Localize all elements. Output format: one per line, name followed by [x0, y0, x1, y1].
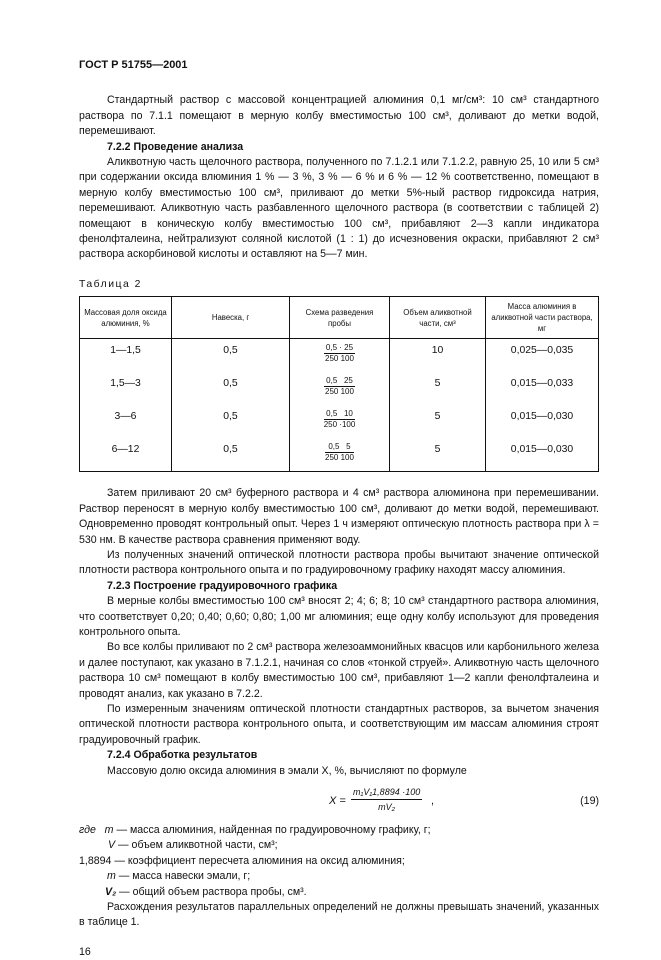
dilution-numerator: 0,5 25 — [326, 376, 353, 386]
cell-range — [80, 438, 172, 472]
formula-numerator: m₁V₁1,8894 ·100 — [351, 785, 422, 800]
cell-volume — [390, 372, 486, 405]
column-header: Навеска, г — [172, 297, 290, 339]
cell-dilution — [290, 372, 390, 405]
definition-symbol: m — [107, 870, 116, 883]
section-heading: 7.2.3 Построение градуировочного графика — [107, 579, 338, 592]
formula-denominator: mV₂ — [378, 802, 396, 812]
cell-al-mass — [486, 339, 599, 373]
formula-fraction — [351, 785, 422, 814]
cell-range-value: 3—6 — [114, 411, 137, 423]
dilution-fraction — [324, 343, 355, 364]
document-header: ГОСТ Р 51755—2001 — [79, 59, 188, 71]
section-heading: 7.2.2 Проведение анализа — [107, 140, 244, 153]
table-caption: Таблица 2 — [79, 278, 142, 290]
column-header: Объем аликвотной части, см³ — [390, 297, 486, 339]
dilution-numerator: 0,5 5 — [325, 442, 354, 453]
section-heading: 7.2.4 Обработка результатов — [107, 749, 258, 762]
cell-volume-value: 5 — [434, 444, 441, 456]
column-header: Масса алюминия в аликвотной части раствора, мг — [486, 297, 599, 339]
cell-al-mass — [486, 438, 599, 472]
table-row — [80, 339, 599, 373]
definition-symbol: V — [108, 839, 116, 852]
cell-al-mass-value: 0,015—0,030 — [510, 411, 574, 423]
dilution-fraction — [324, 409, 356, 430]
cell-volume — [390, 438, 486, 472]
cell-volume — [390, 405, 486, 438]
table-header-row — [80, 297, 599, 339]
cell-dilution — [290, 339, 390, 373]
definition-symbol: V₂ — [105, 885, 117, 898]
cell-range — [80, 405, 172, 438]
paragraph: Аликвотную часть щелочного раствора, полученного по 7.1.2.1 или 7.1.2.2, равную 25, 10 или 5 см³ при содержании оксида влюминия 1 % — 3 %, 3 % — 6 % и 6 % — 12 % соответственно, помещают в мерную колбу вместимостью 100 см³, приливают до метки 5%-ный раствор гидроксида натрия, перемешивают. Аликвотную часть разбавленного щелочного раствора (в соответствии с таблицей 2) помещают в коническую колбу вместимостью 100 см³, прибавляют 2—3 капли индикатора фенолфталеина, нейтрализуют соляной кислотой (1 : 1) до исчезновения окраски, прибавляют 2 см³ раствора аскорбиновой кислоты и оставляют на 5—7 мин. — [79, 156, 599, 261]
dilution-fraction — [324, 376, 355, 397]
paragraph: Затем приливают 20 см³ буферного раствора и 4 см³ раствора алюминона при перемешивании. Раствор переносят в мерную колбу вместимостью 100 см³, доливают до метки водой, перемешивают. Одновременно проводят контрольный опыт. Через 1 ч измеряют оптическую плотность раствора при λ = 530 нм. В качестве раствора сравнения применяют воду. — [79, 487, 599, 546]
definition-symbol: 1,8894 — [79, 854, 112, 867]
dilution-denominator: 250 100 — [325, 354, 354, 364]
formula-number: (19) — [580, 795, 599, 807]
definition-text: — объем аликвотной части, см³; — [115, 839, 278, 852]
dilution-numerator: 0,5 10 — [324, 409, 356, 420]
cell-range-value: 1,5—3 — [110, 378, 141, 390]
definition-text: — общий объем раствора пробы, см³. — [116, 885, 307, 898]
cell-volume-value: 10 — [431, 345, 444, 357]
paragraph: Стандартный раствор с массовой концентрацией алюминия 0,1 мг/см³: 10 см³ стандартного раствора по 7.1.1 помещают в мерную колбу вместимостью 100 см³, доливают до метки водой, перемешивают. — [79, 94, 599, 138]
column-header: Схема разведения пробы — [290, 297, 390, 339]
definition-text: — масса навески эмали, г; — [115, 870, 251, 883]
cell-dilution — [290, 438, 390, 472]
table-row — [80, 372, 599, 405]
formula-19 — [79, 783, 599, 821]
cell-al-mass-value: 0,025—0,035 — [510, 345, 574, 357]
definition-text: — масса алюминия, найденная по градуировочному графику, г; — [113, 824, 431, 836]
cell-mass — [172, 339, 290, 373]
cell-range — [80, 339, 172, 373]
dilution-denominator: 250 100 — [325, 387, 354, 397]
table-row — [80, 405, 599, 438]
page-number: 16 — [79, 945, 91, 958]
cell-mass — [172, 438, 290, 472]
cell-al-mass-value: 0,015—0,030 — [510, 444, 574, 456]
dilution-table — [79, 296, 599, 472]
cell-mass-value: 0,5 — [223, 345, 238, 357]
formula-comma: , — [431, 795, 434, 807]
table-row — [80, 438, 599, 472]
cell-mass — [172, 405, 290, 438]
cell-al-mass-value: 0,015—0,033 — [510, 378, 574, 390]
cell-dilution — [290, 405, 390, 438]
column-header: Массовая доля оксида алюминия, % — [80, 297, 172, 339]
dilution-denominator: 250 ·100 — [323, 420, 356, 430]
paragraph: Из полученных значений оптической плотности раствора пробы вычитают значение оптической плотности раствора контрольного опыта и по градуировочному графику находят массу алюминия. — [79, 548, 599, 577]
cell-range-value: 6—12 — [111, 444, 140, 456]
definition-symbol: где m — [79, 824, 114, 836]
cell-mass-value: 0,5 — [223, 378, 238, 390]
cell-mass-value: 0,5 — [223, 411, 238, 423]
paragraph: По измеренным значениям оптической плотности стандартных растворов, за вычетом значения оптической плотности раствора контрольного опыта, и соответствующим им массам алюминия строят градуировочный график. — [79, 702, 599, 746]
cell-range — [80, 372, 172, 405]
cell-volume-value: 5 — [434, 378, 441, 390]
cell-range-value: 1—1,5 — [110, 345, 141, 357]
dilution-fraction — [325, 442, 354, 463]
paragraph: Расхождения результатов параллельных определений не должны превышать значений, указанных в таблице 1. — [79, 901, 599, 929]
paragraph: Во все колбы приливают по 2 см³ раствора железоаммонийных квасцов или карбонильного железа и далее поступают, как указано в 7.1.2.1, начиная со слов «тонкой струей». Аликвотную часть щелочного раствора 10 см³ помещают в колбу вместимостью 100 см³, прибавляют 1—2 капли фенолфталеина и проводят анализ, как указано в 7.2.2. — [79, 641, 599, 700]
definition-text: — коэффициент пересчета алюминия на оксид алюминия; — [111, 854, 405, 867]
formula-lhs: X = — [329, 795, 346, 807]
cell-mass — [172, 372, 290, 405]
dilution-denominator: 250 100 — [325, 453, 354, 463]
cell-volume-value: 5 — [434, 411, 441, 423]
cell-al-mass — [486, 405, 599, 438]
document-page — [79, 0, 599, 960]
cell-mass-value: 0,5 — [223, 444, 238, 456]
paragraph: В мерные колбы вместимостью 100 см³ вносят 2; 4; 6; 8; 10 см³ стандартного раствора алюминия, что соответствует 0,20; 0,40; 0,60; 0,80; 1,00 мг алюминия; еще одну колбу используют для проведения контрольного опыта. — [79, 595, 599, 638]
cell-volume — [390, 339, 486, 373]
paragraph: Массовую долю оксида алюминия в эмали X, %, вычисляют по формуле — [107, 764, 467, 777]
formula-definitions — [79, 823, 599, 931]
cell-al-mass — [486, 372, 599, 405]
dilution-numerator: 0,5 · 25 — [325, 343, 354, 353]
